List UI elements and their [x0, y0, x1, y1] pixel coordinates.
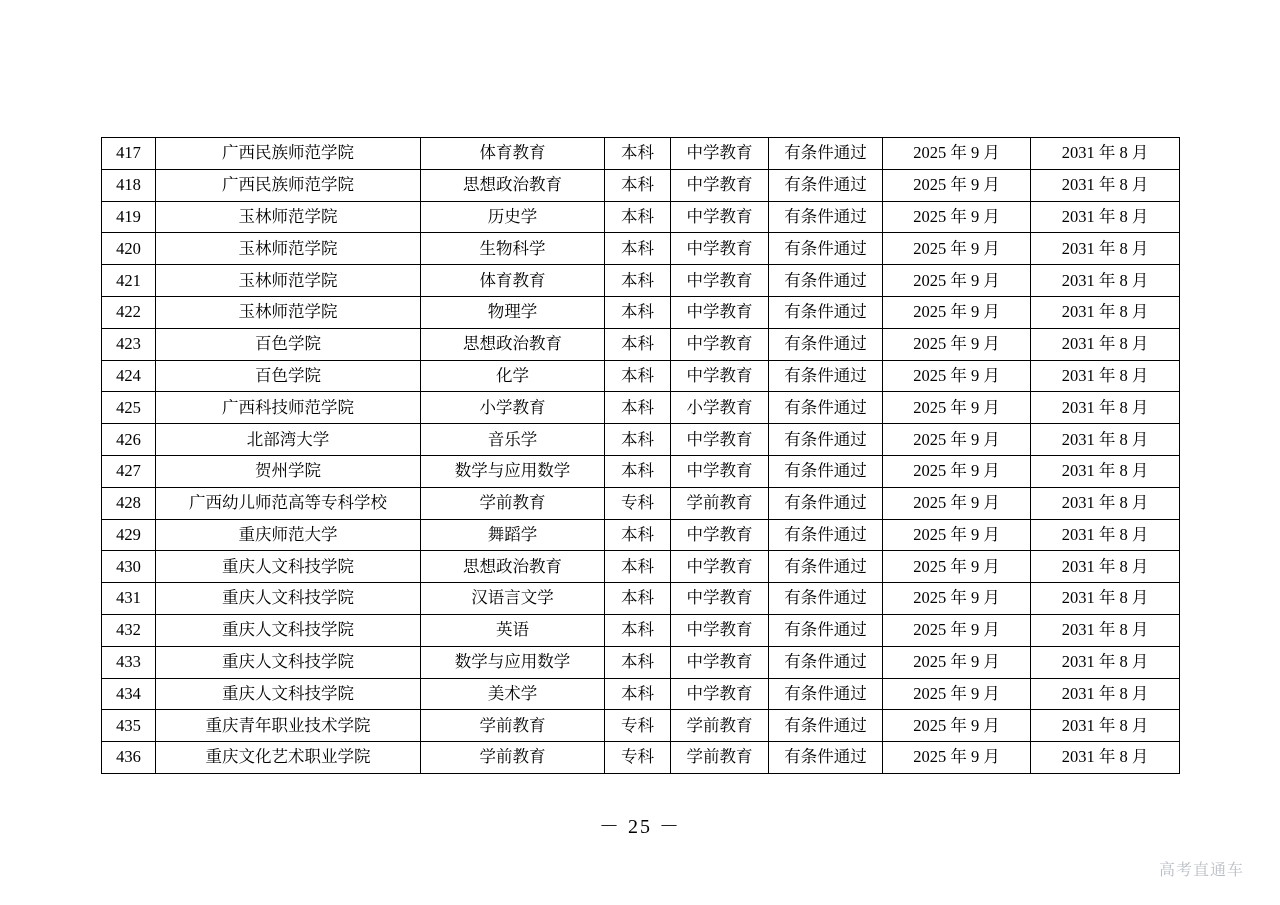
cell-index: 429: [102, 519, 156, 551]
certification-table: [101, 137, 1180, 774]
cell-level: 本科: [605, 265, 671, 297]
cell-level: 本科: [605, 519, 671, 551]
cell-valid-to: 2031 年 8 月: [1031, 519, 1180, 551]
cell-index: 432: [102, 614, 156, 646]
cell-school: 玉林师范学院: [156, 233, 421, 265]
table-row: [102, 392, 1180, 424]
cell-index: 428: [102, 487, 156, 519]
cell-level: 本科: [605, 455, 671, 487]
cell-stage: 中学教育: [671, 360, 769, 392]
cell-school: 重庆人文科技学院: [156, 646, 421, 678]
table-row: [102, 296, 1180, 328]
cell-result: 有条件通过: [769, 360, 883, 392]
cell-level: 本科: [605, 551, 671, 583]
cell-valid-from: 2025 年 9 月: [883, 169, 1031, 201]
cell-level: 本科: [605, 424, 671, 456]
cell-valid-to: 2031 年 8 月: [1031, 742, 1180, 774]
cell-stage: 中学教育: [671, 551, 769, 583]
cell-school: 玉林师范学院: [156, 201, 421, 233]
certification-table-container: [101, 137, 1179, 774]
cell-major: 体育教育: [421, 265, 605, 297]
cell-level: 本科: [605, 678, 671, 710]
cell-valid-to: 2031 年 8 月: [1031, 487, 1180, 519]
cell-result: 有条件通过: [769, 487, 883, 519]
cell-valid-from: 2025 年 9 月: [883, 742, 1031, 774]
cell-major: 小学教育: [421, 392, 605, 424]
cell-result: 有条件通过: [769, 169, 883, 201]
cell-major: 体育教育: [421, 138, 605, 170]
cell-valid-to: 2031 年 8 月: [1031, 392, 1180, 424]
cell-index: 430: [102, 551, 156, 583]
cell-valid-to: 2031 年 8 月: [1031, 265, 1180, 297]
table-body: [102, 138, 1180, 774]
cell-major: 学前教育: [421, 710, 605, 742]
cell-stage: 中学教育: [671, 646, 769, 678]
cell-stage: 学前教育: [671, 487, 769, 519]
cell-result: 有条件通过: [769, 519, 883, 551]
cell-result: 有条件通过: [769, 583, 883, 615]
cell-result: 有条件通过: [769, 710, 883, 742]
cell-valid-from: 2025 年 9 月: [883, 201, 1031, 233]
cell-index: 422: [102, 296, 156, 328]
cell-school: 重庆人文科技学院: [156, 551, 421, 583]
cell-valid-from: 2025 年 9 月: [883, 487, 1031, 519]
cell-result: 有条件通过: [769, 424, 883, 456]
cell-major: 学前教育: [421, 487, 605, 519]
cell-result: 有条件通过: [769, 742, 883, 774]
cell-school: 广西民族师范学院: [156, 169, 421, 201]
table-row: [102, 233, 1180, 265]
table-row: [102, 455, 1180, 487]
cell-index: 433: [102, 646, 156, 678]
cell-valid-to: 2031 年 8 月: [1031, 583, 1180, 615]
cell-major: 英语: [421, 614, 605, 646]
cell-level: 专科: [605, 710, 671, 742]
cell-result: 有条件通过: [769, 296, 883, 328]
cell-school: 北部湾大学: [156, 424, 421, 456]
cell-index: 434: [102, 678, 156, 710]
cell-index: 427: [102, 455, 156, 487]
cell-result: 有条件通过: [769, 678, 883, 710]
cell-major: 数学与应用数学: [421, 455, 605, 487]
cell-major: 思想政治教育: [421, 169, 605, 201]
cell-major: 化学: [421, 360, 605, 392]
cell-result: 有条件通过: [769, 328, 883, 360]
cell-level: 专科: [605, 487, 671, 519]
cell-level: 本科: [605, 169, 671, 201]
cell-valid-from: 2025 年 9 月: [883, 265, 1031, 297]
cell-result: 有条件通过: [769, 551, 883, 583]
cell-school: 重庆师范大学: [156, 519, 421, 551]
cell-valid-from: 2025 年 9 月: [883, 392, 1031, 424]
cell-school: 玉林师范学院: [156, 296, 421, 328]
cell-school: 广西幼儿师范高等专科学校: [156, 487, 421, 519]
cell-result: 有条件通过: [769, 138, 883, 170]
cell-major: 音乐学: [421, 424, 605, 456]
cell-major: 学前教育: [421, 742, 605, 774]
table-row: [102, 265, 1180, 297]
table-row: [102, 138, 1180, 170]
cell-stage: 中学教育: [671, 296, 769, 328]
cell-valid-from: 2025 年 9 月: [883, 455, 1031, 487]
cell-stage: 中学教育: [671, 519, 769, 551]
cell-school: 百色学院: [156, 328, 421, 360]
cell-major: 物理学: [421, 296, 605, 328]
cell-school: 百色学院: [156, 360, 421, 392]
table-row: [102, 169, 1180, 201]
cell-result: 有条件通过: [769, 614, 883, 646]
cell-result: 有条件通过: [769, 455, 883, 487]
cell-index: 419: [102, 201, 156, 233]
cell-valid-to: 2031 年 8 月: [1031, 710, 1180, 742]
cell-major: 思想政治教育: [421, 328, 605, 360]
cell-valid-to: 2031 年 8 月: [1031, 551, 1180, 583]
cell-stage: 中学教育: [671, 455, 769, 487]
cell-index: 417: [102, 138, 156, 170]
cell-valid-to: 2031 年 8 月: [1031, 201, 1180, 233]
cell-school: 重庆人文科技学院: [156, 583, 421, 615]
table-row: [102, 328, 1180, 360]
cell-school: 重庆人文科技学院: [156, 614, 421, 646]
cell-valid-to: 2031 年 8 月: [1031, 614, 1180, 646]
cell-school: 重庆青年职业技术学院: [156, 710, 421, 742]
cell-result: 有条件通过: [769, 201, 883, 233]
cell-valid-from: 2025 年 9 月: [883, 583, 1031, 615]
table-row: [102, 551, 1180, 583]
cell-school: 广西科技师范学院: [156, 392, 421, 424]
cell-index: 435: [102, 710, 156, 742]
table-row: [102, 424, 1180, 456]
cell-valid-from: 2025 年 9 月: [883, 233, 1031, 265]
cell-stage: 中学教育: [671, 138, 769, 170]
cell-valid-to: 2031 年 8 月: [1031, 678, 1180, 710]
cell-stage: 小学教育: [671, 392, 769, 424]
cell-level: 本科: [605, 233, 671, 265]
table-row: [102, 646, 1180, 678]
cell-valid-from: 2025 年 9 月: [883, 328, 1031, 360]
cell-valid-from: 2025 年 9 月: [883, 710, 1031, 742]
table-row: [102, 360, 1180, 392]
cell-school: 广西民族师范学院: [156, 138, 421, 170]
cell-stage: 学前教育: [671, 710, 769, 742]
cell-valid-from: 2025 年 9 月: [883, 424, 1031, 456]
cell-result: 有条件通过: [769, 646, 883, 678]
cell-major: 汉语言文学: [421, 583, 605, 615]
cell-valid-to: 2031 年 8 月: [1031, 455, 1180, 487]
cell-stage: 中学教育: [671, 265, 769, 297]
cell-valid-to: 2031 年 8 月: [1031, 296, 1180, 328]
cell-valid-to: 2031 年 8 月: [1031, 646, 1180, 678]
cell-result: 有条件通过: [769, 233, 883, 265]
cell-valid-from: 2025 年 9 月: [883, 138, 1031, 170]
cell-index: 424: [102, 360, 156, 392]
cell-level: 本科: [605, 296, 671, 328]
cell-valid-to: 2031 年 8 月: [1031, 233, 1180, 265]
cell-index: 431: [102, 583, 156, 615]
cell-stage: 中学教育: [671, 169, 769, 201]
cell-level: 本科: [605, 392, 671, 424]
cell-valid-from: 2025 年 9 月: [883, 646, 1031, 678]
table-row: [102, 742, 1180, 774]
cell-valid-to: 2031 年 8 月: [1031, 169, 1180, 201]
watermark: 高考直通车: [1158, 862, 1244, 879]
cell-index: 421: [102, 265, 156, 297]
cell-stage: 中学教育: [671, 233, 769, 265]
cell-stage: 中学教育: [671, 328, 769, 360]
cell-valid-from: 2025 年 9 月: [883, 551, 1031, 583]
cell-stage: 中学教育: [671, 678, 769, 710]
cell-valid-from: 2025 年 9 月: [883, 519, 1031, 551]
cell-level: 本科: [605, 360, 671, 392]
cell-index: 426: [102, 424, 156, 456]
cell-index: 420: [102, 233, 156, 265]
cell-valid-to: 2031 年 8 月: [1031, 138, 1180, 170]
cell-major: 美术学: [421, 678, 605, 710]
cell-valid-from: 2025 年 9 月: [883, 296, 1031, 328]
cell-school: 重庆文化艺术职业学院: [156, 742, 421, 774]
cell-valid-from: 2025 年 9 月: [883, 360, 1031, 392]
page-number: － 25 －: [599, 816, 681, 838]
cell-result: 有条件通过: [769, 265, 883, 297]
cell-school: 贺州学院: [156, 455, 421, 487]
cell-index: 425: [102, 392, 156, 424]
cell-valid-to: 2031 年 8 月: [1031, 328, 1180, 360]
cell-school: 玉林师范学院: [156, 265, 421, 297]
cell-valid-to: 2031 年 8 月: [1031, 360, 1180, 392]
table-row: [102, 614, 1180, 646]
cell-stage: 中学教育: [671, 424, 769, 456]
cell-major: 思想政治教育: [421, 551, 605, 583]
cell-level: 本科: [605, 583, 671, 615]
cell-stage: 学前教育: [671, 742, 769, 774]
cell-index: 436: [102, 742, 156, 774]
table-row: [102, 201, 1180, 233]
cell-valid-from: 2025 年 9 月: [883, 614, 1031, 646]
table-row: [102, 710, 1180, 742]
table-row: [102, 519, 1180, 551]
cell-stage: 中学教育: [671, 614, 769, 646]
table-row: [102, 678, 1180, 710]
cell-result: 有条件通过: [769, 392, 883, 424]
cell-major: 生物科学: [421, 233, 605, 265]
table-row: [102, 487, 1180, 519]
cell-major: 历史学: [421, 201, 605, 233]
cell-level: 本科: [605, 614, 671, 646]
cell-level: 专科: [605, 742, 671, 774]
cell-level: 本科: [605, 328, 671, 360]
cell-school: 重庆人文科技学院: [156, 678, 421, 710]
cell-level: 本科: [605, 646, 671, 678]
cell-level: 本科: [605, 201, 671, 233]
cell-major: 舞蹈学: [421, 519, 605, 551]
cell-index: 418: [102, 169, 156, 201]
cell-stage: 中学教育: [671, 583, 769, 615]
cell-valid-from: 2025 年 9 月: [883, 678, 1031, 710]
cell-stage: 中学教育: [671, 201, 769, 233]
cell-valid-to: 2031 年 8 月: [1031, 424, 1180, 456]
cell-major: 数学与应用数学: [421, 646, 605, 678]
table-row: [102, 583, 1180, 615]
cell-index: 423: [102, 328, 156, 360]
cell-level: 本科: [605, 138, 671, 170]
